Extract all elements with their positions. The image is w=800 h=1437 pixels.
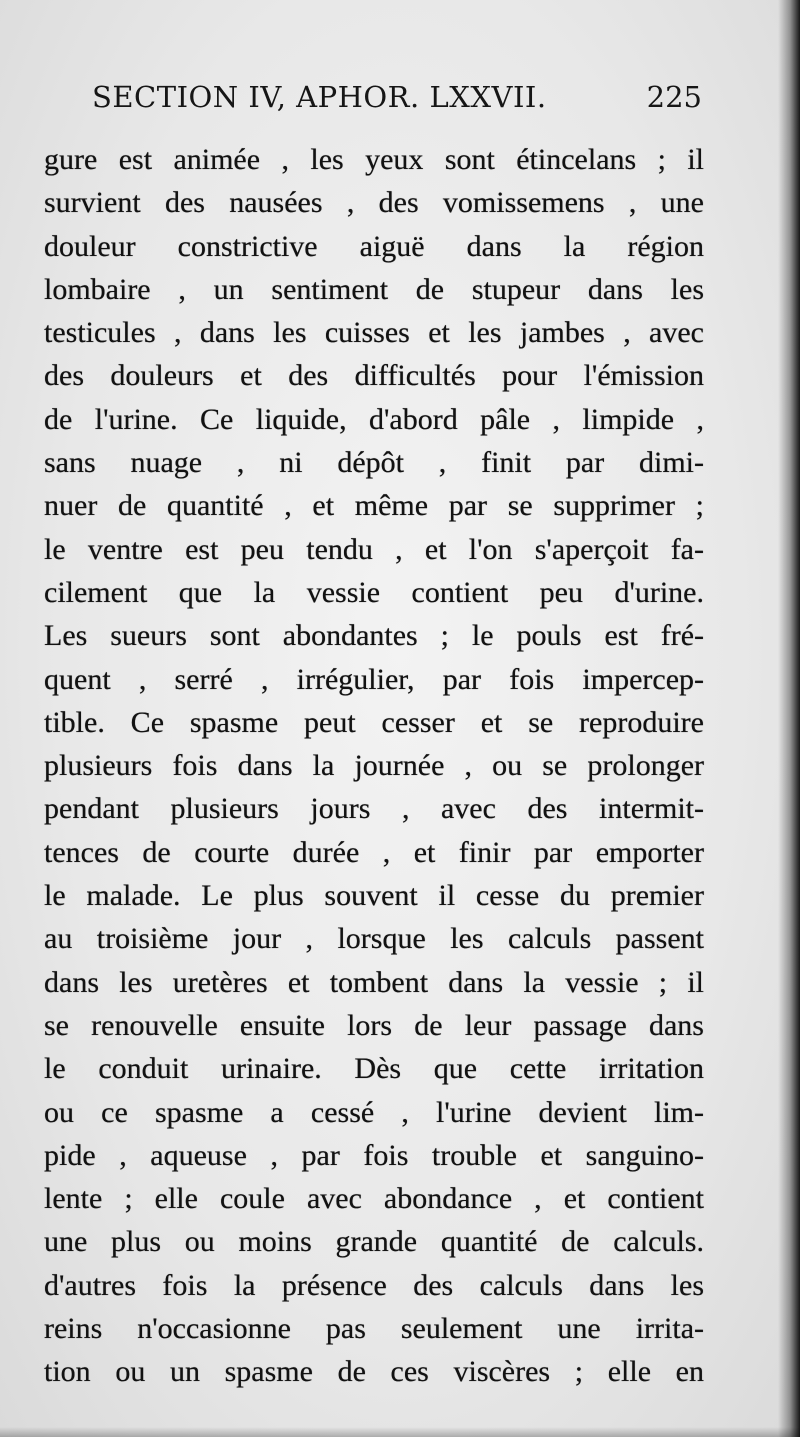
text-line: le ventre est peu tendu , et l'on s'aperçoit fa- xyxy=(44,532,704,566)
text-line: une plus ou moins grande quantité de calculs. xyxy=(44,1225,704,1259)
text-line: tible. Ce spasme peut cesser et se reproduire xyxy=(44,705,704,739)
text-line: reins n'occasionne pas seulement une irrita- xyxy=(44,1312,704,1346)
running-header xyxy=(92,80,702,128)
text-line: lombaire , un sentiment de stupeur dans les xyxy=(44,272,704,306)
section-title: SECTION IV, APHOR. LXXVII. xyxy=(92,80,547,114)
text-line: Les sueurs sont abondantes ; le pouls est fré- xyxy=(44,619,704,653)
text-line: le conduit urinaire. Dès que cette irritation xyxy=(44,1052,704,1086)
text-line: des douleurs et des difficultés pour l'émission xyxy=(44,359,704,393)
text-line: ou ce spasme a cessé , l'urine devient lim- xyxy=(44,1095,704,1129)
text-line: plusieurs fois dans la journée , ou se prolonger xyxy=(44,749,704,783)
text-line: tion ou un spasme de ces viscères ; elle en xyxy=(44,1355,704,1389)
text-line: gure est animée , les yeux sont étincelans ; il xyxy=(44,143,704,176)
body-text xyxy=(44,138,704,1394)
text-line: se renouvelle ensuite lors de leur passage dans xyxy=(44,1008,704,1042)
text-line: dans les uretères et tombent dans la vessie ; il xyxy=(44,965,704,999)
text-line: le malade. Le plus souvent il cesse du premier xyxy=(44,879,704,913)
text-line: lente ; elle coule avec abondance , et contient xyxy=(44,1182,704,1216)
page-edge-shadow xyxy=(778,0,800,1437)
text-line: survient des nausées , des vomissemens , une xyxy=(44,186,704,220)
page-bottom-shadow xyxy=(0,1427,800,1437)
text-line: au troisième jour , lorsque les calculs passent xyxy=(44,922,704,956)
text-line: nuer de quantité , et même par se supprimer ; xyxy=(44,489,704,523)
text-line: pide , aqueuse , par fois trouble et sanguino- xyxy=(44,1138,704,1172)
text-line: quent , serré , irrégulier, par fois impercep- xyxy=(44,662,704,696)
page-number: 225 xyxy=(646,80,702,114)
text-line: testicules , dans les cuisses et les jambes , avec xyxy=(44,316,704,350)
text-line: douleur constrictive aiguë dans la région xyxy=(44,229,704,263)
text-line: pendant plusieurs jours , avec des intermit- xyxy=(44,792,704,826)
text-line: cilement que la vessie contient peu d'urine. xyxy=(44,575,704,609)
text-line: d'autres fois la présence des calculs dans les xyxy=(44,1268,704,1302)
text-line: de l'urine. Ce liquide, d'abord pâle , limpide , xyxy=(44,402,704,436)
text-line: sans nuage , ni dépôt , finit par dimi- xyxy=(44,446,704,480)
text-line: tences de courte durée , et finir par emporter xyxy=(44,835,704,869)
